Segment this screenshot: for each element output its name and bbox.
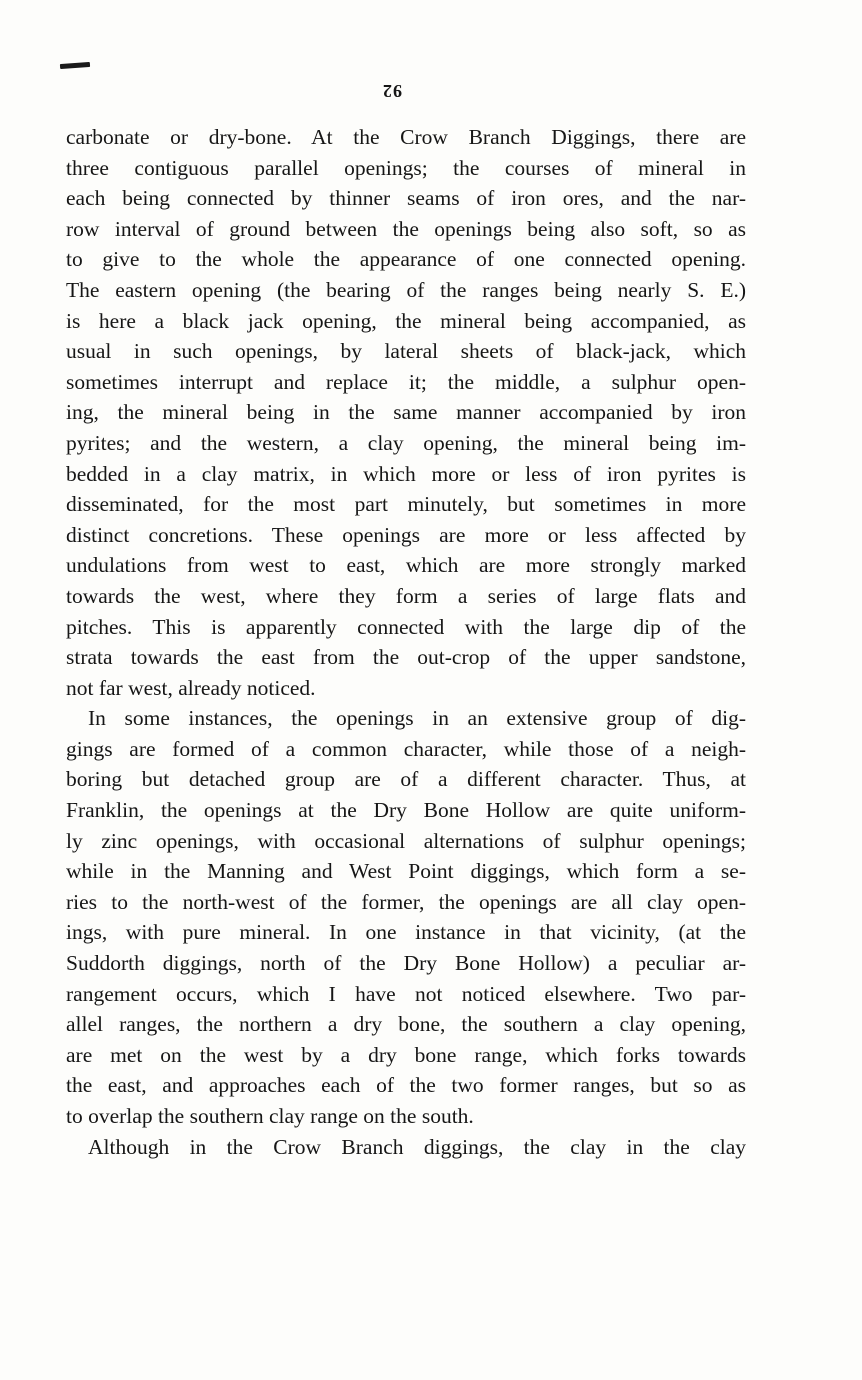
text-line: strata towards the east from the out-crop of the upper sandstone, <box>66 645 746 670</box>
text-line: while in the Manning and West Point diggings, which form a se- <box>66 859 746 884</box>
text-line: disseminated, for the most part minutely, but sometimes in more <box>66 492 746 517</box>
text-line: Franklin, the openings at the Dry Bone Hollow are quite uniform- <box>66 798 746 823</box>
text-line: Although in the Crow Branch diggings, the clay in the clay <box>88 1134 746 1159</box>
paragraph <box>66 1132 746 1163</box>
text-line: In some instances, the openings in an extensive group of dig- <box>88 706 746 731</box>
text-line: carbonate or dry-bone. At the Crow Branch Diggings, there are <box>66 125 746 149</box>
text-line: usual in such openings, by lateral sheets of black-jack, which <box>66 339 746 364</box>
text-line: sometimes interrupt and replace it; the middle, a sulphur open- <box>66 369 746 394</box>
text-line: row interval of ground between the openings being also soft, so as <box>66 216 746 241</box>
text-line: towards the west, where they form a series of large flats and <box>66 583 746 608</box>
text-line: ing, the mineral being in the same manner accompanied by iron <box>66 400 746 425</box>
text-line: rangement occurs, which I have not noticed elsewhere. Two par- <box>66 981 746 1006</box>
text-line: gings are formed of a common character, while those of a neigh- <box>66 736 746 761</box>
body-text <box>66 122 746 1162</box>
text-line: is here a black jack opening, the mineral being accompanied, as <box>66 308 746 333</box>
text-line: pitches. This is apparently connected with the large dip of the <box>66 614 746 639</box>
text-line: bedded in a clay matrix, in which more or less of iron pyrites is <box>66 461 746 486</box>
paragraph <box>66 122 746 703</box>
text-line: ly zinc openings, with occasional alternations of sulphur openings; <box>66 828 746 853</box>
text-line: three contiguous parallel openings; the courses of mineral in <box>66 155 746 180</box>
text-line: the east, and approaches each of the two former ranges, but so as <box>66 1073 746 1098</box>
text-line: to give to the whole the appearance of one connected opening. <box>66 247 746 272</box>
text-line: Suddorth diggings, north of the Dry Bone Hollow) a peculiar ar- <box>66 951 746 976</box>
text-line: ries to the north-west of the former, the openings are all clay open- <box>66 889 746 914</box>
text-line: undulations from west to east, which are more strongly marked <box>66 553 746 578</box>
text-line: ings, with pure mineral. In one instance in that vicinity, (at the <box>66 920 746 945</box>
text-line: allel ranges, the northern a dry bone, the southern a clay opening, <box>66 1012 746 1037</box>
text-line: The eastern opening (the bearing of the ranges being nearly S. E.) <box>66 277 746 302</box>
ink-mark <box>60 62 90 69</box>
text-line: to overlap the southern clay range on the south. <box>66 1104 474 1128</box>
text-line: each being connected by thinner seams of iron ores, and the nar- <box>66 186 746 211</box>
page-number: 92 <box>382 81 402 101</box>
text-line: pyrites; and the western, a clay opening, the mineral being im- <box>66 430 746 455</box>
text-line: not far west, already noticed. <box>66 675 316 700</box>
text-line: boring but detached group are of a different character. Thus, at <box>66 767 746 792</box>
text-line: distinct concretions. These openings are more or less affected by <box>66 522 746 547</box>
text-line: are met on the west by a dry bone range, which forks towards <box>66 1042 746 1067</box>
paragraph <box>66 703 746 1131</box>
